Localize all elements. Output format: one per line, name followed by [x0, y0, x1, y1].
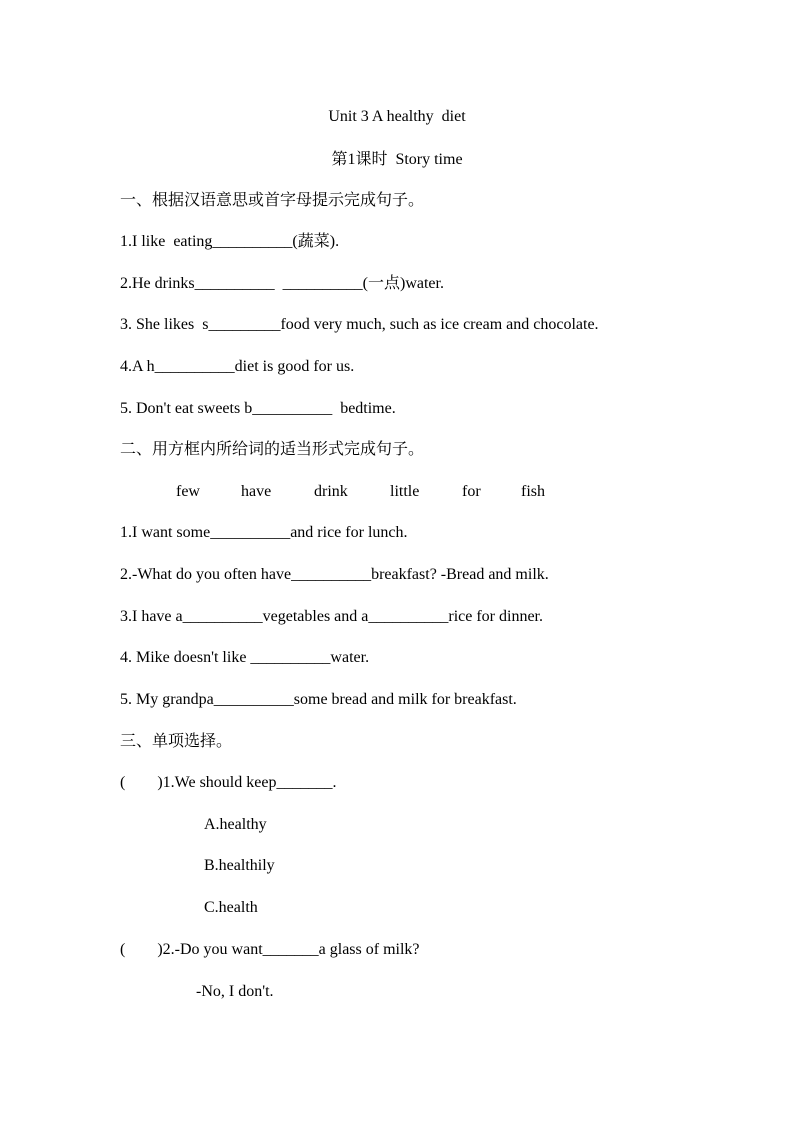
item-text: bedtime.	[332, 400, 396, 417]
word-bank-item: few	[176, 483, 200, 500]
answer-blank: __________ __________	[194, 275, 363, 292]
answer-blank: _______	[262, 941, 319, 958]
item-text: 4.A	[120, 358, 147, 375]
word-bank-item: for	[462, 483, 481, 500]
answer-blank: __________	[212, 233, 293, 250]
item-text: 1.I want some	[120, 524, 211, 541]
question-1	[120, 773, 336, 793]
question-stem: .	[332, 774, 337, 791]
word-bank	[0, 482, 794, 502]
answer-blank: __________	[213, 691, 294, 708]
item-text: water.	[330, 649, 370, 666]
answer-parentheses: ( )	[120, 774, 163, 791]
answer-blank: __________	[368, 608, 449, 625]
dialogue-reply: -No, I don't.	[196, 983, 274, 1000]
section1-item-1	[120, 232, 339, 252]
answer-blank: __________	[182, 608, 263, 625]
option-a: A.healthy	[204, 816, 267, 833]
option-b: B.healthily	[204, 857, 275, 874]
answer-blank: h__________	[146, 358, 235, 375]
question-stem: 2.-Do you want	[162, 941, 263, 958]
answer-blank: __________	[291, 566, 372, 583]
item-text: diet is good for us.	[234, 358, 355, 375]
section2-item-4	[120, 648, 369, 668]
item-text: food very much, such as ice cream and chocolate.	[280, 316, 599, 333]
section1-item-5	[120, 399, 396, 419]
item-text: rice for dinner.	[448, 608, 543, 625]
item-text: 5. Don't eat sweets	[120, 400, 245, 417]
item-text: 3. She likes	[120, 316, 203, 333]
answer-blank: b__________	[244, 400, 333, 417]
question-stem: a glass of milk?	[318, 941, 420, 958]
word-bank-item: fish	[521, 483, 545, 500]
section1-item-2	[120, 274, 444, 294]
section2-item-3	[120, 607, 543, 627]
lesson-subtitle: 第1课时 Story time	[331, 151, 463, 168]
section2-item-5	[120, 690, 517, 710]
item-text: 2.-What do you often have	[120, 566, 292, 583]
item-text: some bread and milk for breakfast.	[293, 691, 517, 708]
item-text: (一点)water.	[362, 275, 444, 292]
item-text: and rice for lunch.	[290, 524, 408, 541]
item-text: vegetables and a	[262, 608, 369, 625]
answer-blank: s_________	[202, 316, 281, 333]
section2-item-2	[120, 565, 549, 585]
item-text: breakfast? -Bread and milk.	[371, 566, 549, 583]
question-stem: 1.We should keep	[162, 774, 277, 791]
item-text: (蔬菜).	[292, 233, 340, 250]
answer-blank: __________	[210, 524, 291, 541]
word-bank-item: have	[241, 483, 272, 500]
answer-parentheses: ( )	[120, 941, 163, 958]
option-c: C.health	[204, 899, 258, 916]
section1-heading: 一、根据汉语意思或首字母提示完成句子。	[120, 192, 425, 209]
item-text: 3.I have a	[120, 608, 183, 625]
word-bank-item: drink	[314, 483, 348, 500]
section2-heading: 二、用方框内所给词的适当形式完成句子。	[120, 441, 425, 458]
page-title: Unit 3 A healthy diet	[328, 108, 466, 125]
answer-blank: __________	[250, 649, 331, 666]
item-text: 1.I like eating	[120, 233, 213, 250]
item-text: 2.He drinks	[120, 275, 195, 292]
word-bank-item: little	[390, 483, 420, 500]
question-2	[120, 940, 420, 960]
section2-item-1	[120, 523, 407, 543]
item-text: 5. My grandpa	[120, 691, 214, 708]
section3-heading: 三、单项选择。	[120, 733, 233, 750]
section1-item-4	[120, 357, 354, 377]
answer-blank: _______	[276, 774, 333, 791]
section1-item-3	[120, 315, 599, 335]
item-text: 4. Mike doesn't like	[120, 649, 251, 666]
